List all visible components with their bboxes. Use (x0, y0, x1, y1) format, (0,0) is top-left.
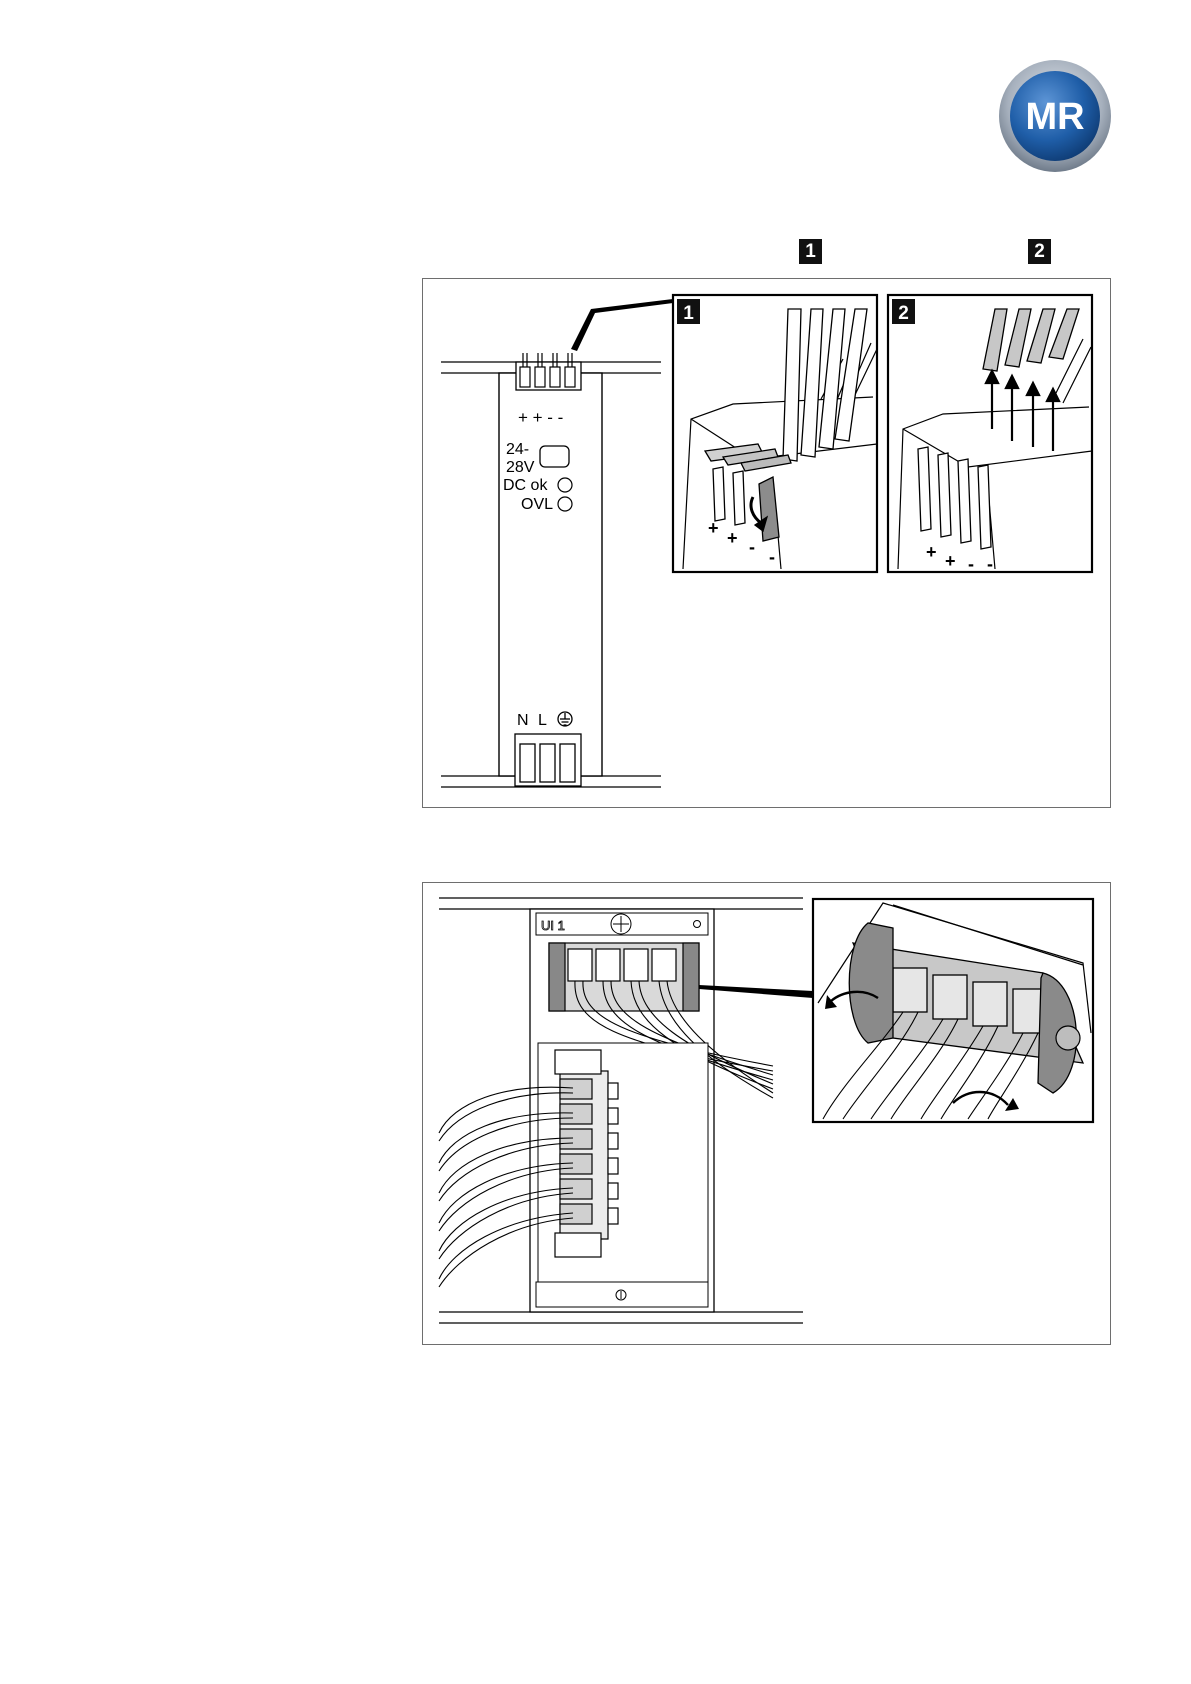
detail-1-polarity-1: + (708, 518, 719, 538)
step-1-badge: 1 (799, 239, 822, 264)
top-4-pin-plug (549, 943, 699, 1011)
mains-terminal-block (515, 734, 581, 786)
detail-2-number: 2 (898, 303, 909, 324)
power-supply-illustration (423, 279, 1110, 807)
module-label: UI 1 (541, 918, 565, 933)
detail-1-release-lever (673, 295, 877, 572)
detail-1-number: 1 (683, 303, 694, 324)
callout-line (571, 299, 673, 351)
voltage-label-line1: 24- (506, 441, 530, 458)
detail-2-polarity-2: + (945, 551, 956, 571)
mr-logo (997, 58, 1113, 174)
mains-l-label: L (538, 712, 547, 729)
dc-ok-label: DC ok (503, 477, 548, 494)
detail-2-polarity-3: - (968, 554, 974, 574)
voltage-adjust-potentiometer (540, 446, 569, 467)
ui-module-illustration (423, 883, 1110, 1344)
logo-text: MR (1025, 96, 1085, 138)
detail-2-remove-wires (888, 295, 1092, 574)
figure-power-supply-connection (422, 278, 1111, 808)
side-8-pin-plug (555, 1050, 618, 1257)
terminal-labels: + + - - (518, 408, 564, 427)
mounting-hole (694, 921, 701, 928)
detail-1-polarity-4: - (769, 547, 775, 567)
step-2-badge: 2 (1028, 239, 1051, 264)
detail-1-polarity-2: + (727, 528, 738, 548)
ovl-label: OVL (521, 496, 554, 513)
callout-line (699, 985, 813, 998)
detail-2-polarity-4: - (987, 554, 993, 574)
screw-icon (611, 914, 631, 934)
mains-n-label: N (517, 712, 529, 729)
power-supply-module (499, 373, 602, 776)
detail-2-polarity-1: + (926, 542, 937, 562)
detail-plug-release-levers (813, 899, 1093, 1122)
voltage-label-line2: 28V (506, 459, 535, 476)
detail-1-polarity-3: - (749, 537, 755, 557)
dc-terminal-block (516, 353, 581, 390)
bottom-label-plate (536, 1282, 708, 1307)
ovl-led (558, 497, 572, 511)
dc-ok-led (558, 478, 572, 492)
figure-ui-module-connection (422, 882, 1111, 1345)
